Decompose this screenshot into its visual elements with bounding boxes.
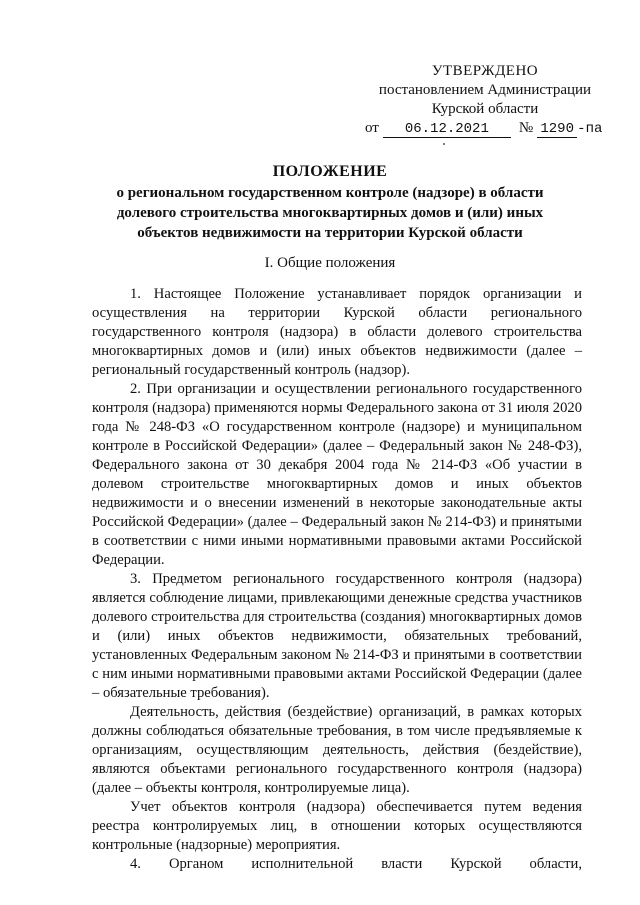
approval-number-suffix: -па [577, 121, 603, 137]
approval-number: 1290 [537, 122, 577, 138]
title-main: ПОЛОЖЕНИЕ [272, 163, 388, 180]
body-text [92, 285, 582, 874]
document-title [70, 162, 590, 243]
approval-line-2: Курской области [431, 101, 539, 117]
approval-date-number-row [355, 119, 615, 139]
approval-date: 06.12.2021 [383, 122, 511, 138]
paragraph-2: 2. При организации и осуществлении регионального государственного контроля (надзора) применяются нормы Федерального закона от 31 июля 2020 года № 248-ФЗ «О государственном контроле (надзоре) и муниципальном контроле в Российской Федерации» (далее – Федеральный закон № 248-ФЗ), Федерального закона от 30 декабря 2004 года № 214-ФЗ «Об участии в долевом строительстве многоквартирных домов и иных объектов недвижимости и о внесении изменений в некоторые законодательные акты Российской Федерации» (далее – Федеральный закон № 214-ФЗ) и принятыми в соответствии с ними иными нормативными правовыми актами Российской Федерации. [92, 381, 582, 568]
title-line-3: объектов недвижимости на территории Курской области [137, 225, 523, 241]
approval-stamp [355, 62, 615, 139]
section-heading: I. Общие положения [264, 255, 396, 271]
approval-heading: УТВЕРЖДЕНО [431, 63, 539, 79]
date-prefix: от [365, 120, 379, 136]
paragraph-4: Деятельность, действия (бездействие) организаций, в рамках которых должны соблюдаться обязательные требования, в том числе предъявляемые к организациям, осуществляющим деятельность, действия (бездействие), являются объектами регионального государственного контроля (надзора) (далее – объекты контроля, контролируемые лица). [92, 704, 582, 796]
approval-line-1: постановлением Администрации [378, 82, 592, 98]
number-prefix: № [518, 120, 534, 136]
scan-speck [443, 143, 445, 145]
paragraph-5: Учет объектов контроля (надзора) обеспечивается путем ведения реестра контролируемых лиц, в отношении которых осуществляются контрольные (надзорные) мероприятия. [92, 799, 582, 853]
title-line-1: о региональном государственном контроле (надзоре) в области [116, 185, 544, 201]
paragraph-3: 3. Предметом регионального государственного контроля (надзора) является соблюдение лицами, привлекающими денежные средства участников долевого строительства для строительства (создания) многоквартирных домов и (или) иных объектов недвижимости, обязательных требований, установленных Федеральным законом № 214-ФЗ и принятыми в соответствии с ним иными нормативными правовыми актами Российской Федерации (далее – обязательные требования). [92, 571, 582, 701]
paragraph-1: 1. Настоящее Положение устанавливает порядок организации и осуществления на территории Курской области регионального государственного контроля (надзора) в области долевого строительства многоквартирных домов и (или) иных объектов недвижимости (далее – региональный государственный контроль (надзор). [92, 286, 582, 378]
title-line-2: долевого строительства многоквартирных домов и (или) иных [116, 205, 544, 221]
paragraph-6: 4. Органом исполнительной власти Курской области, [130, 856, 582, 872]
